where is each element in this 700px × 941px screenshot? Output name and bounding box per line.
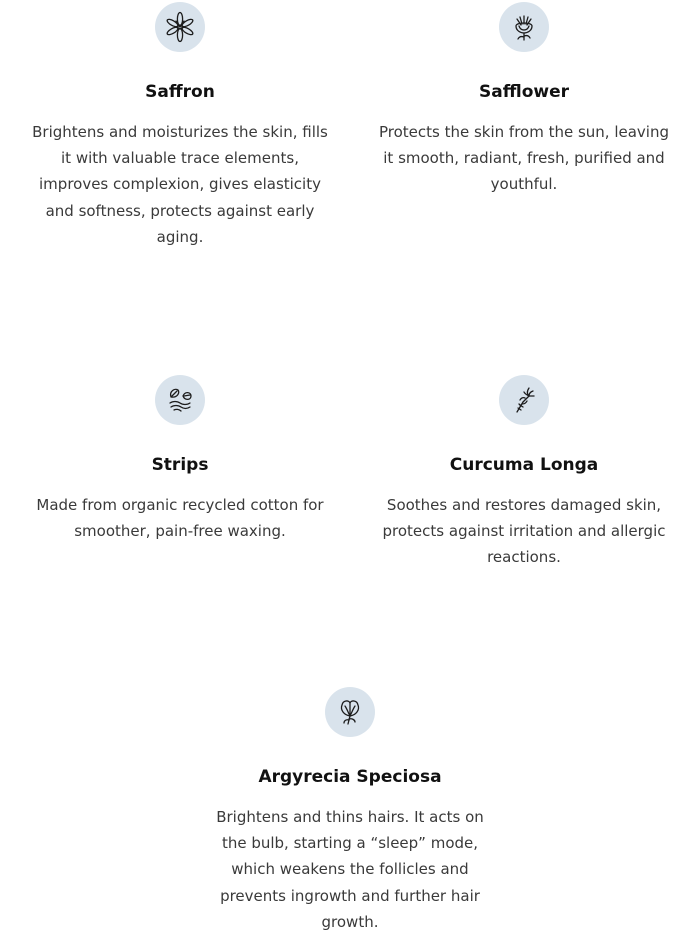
ingredient-card-strips: [30, 375, 330, 544]
ingredient-description: Brightens and moisturizes the skin, fills it with valuable trace elements, improves complexion, gives elasticity and softness, protects against early aging.: [32, 123, 328, 246]
ingredient-title: Curcuma Longa: [449, 455, 599, 475]
ingredient-card-safflower: [374, 2, 674, 198]
ingredient-card-argyrecia-speciosa: [205, 687, 495, 935]
safflower-icon: [499, 2, 549, 52]
curcuma-longa-icon: [499, 375, 549, 425]
ingredient-description: Soothes and restores damaged skin, protects against irritation and allergic reactions.: [382, 496, 666, 567]
strips-leaves-icon: [155, 375, 205, 425]
ingredient-title: Argyrecia Speciosa: [258, 767, 442, 787]
ingredient-description: Protects the skin from the sun, leaving it smooth, radiant, fresh, purified and youthful.: [378, 123, 670, 194]
ingredient-card-curcuma-longa: [374, 375, 674, 571]
ingredient-card-saffron: [30, 2, 330, 250]
ingredient-title: Strips: [151, 455, 209, 475]
ingredient-title: Saffron: [145, 82, 215, 102]
ingredient-title: Safflower: [479, 82, 569, 102]
argyrecia-flower-icon: [325, 687, 375, 737]
saffron-flower-icon: [155, 2, 205, 52]
ingredient-description: Brightens and thins hairs. It acts on the bulb, starting a “sleep” mode, which weakens the follicles and prevents ingrowth and further hair growth.: [216, 808, 484, 931]
ingredient-description: Made from organic recycled cotton for smoother, pain-free waxing.: [36, 496, 324, 541]
